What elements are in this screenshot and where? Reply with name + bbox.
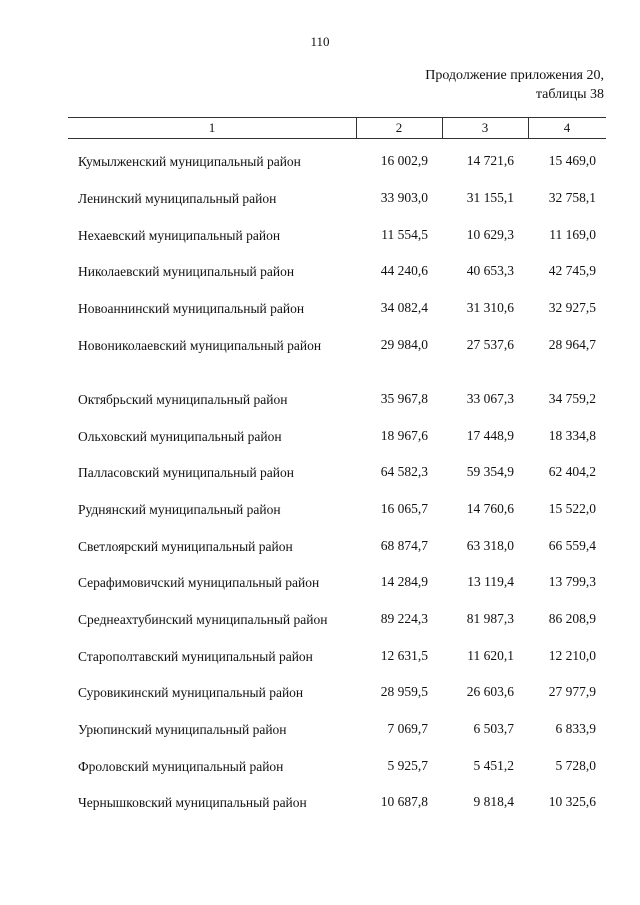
district-name: Ольховский муниципальный район <box>78 429 282 444</box>
value-col-3: 14 760,6 <box>466 501 514 516</box>
district-name: Фроловский муниципальный район <box>78 759 284 774</box>
value-col-3: 6 503,7 <box>473 721 514 736</box>
table-header-row <box>68 117 606 139</box>
value-col-2: 28 959,5 <box>380 684 428 699</box>
value-col-4: 34 759,2 <box>548 391 596 406</box>
value-col-4: 15 522,0 <box>548 501 596 516</box>
value-col-4: 18 334,8 <box>548 428 596 443</box>
value-col-3: 14 721,6 <box>466 153 514 168</box>
header-col-2: 2 <box>395 120 403 135</box>
value-col-4: 11 169,0 <box>549 227 596 242</box>
value-col-3: 63 318,0 <box>466 538 514 553</box>
value-col-3: 81 987,3 <box>466 611 514 626</box>
district-name: Чернышковский муниципальный район <box>78 795 307 810</box>
value-col-4: 86 208,9 <box>548 611 596 626</box>
district-name: Палласовский муниципальный район <box>78 465 294 480</box>
value-col-2: 18 967,6 <box>380 428 428 443</box>
district-name: Николаевский муниципальный район <box>78 264 295 279</box>
data-table <box>68 117 606 810</box>
district-name: Светлоярский муниципальный район <box>78 539 293 554</box>
district-name: Среднеахтубинский муниципальный район <box>78 612 328 627</box>
value-col-3: 9 818,4 <box>473 794 514 809</box>
value-col-4: 28 964,7 <box>548 337 596 352</box>
district-name: Новоаннинский муниципальный район <box>78 301 305 316</box>
value-col-4: 32 758,1 <box>548 190 596 205</box>
district-name: Кумылженский муниципальный район <box>78 154 301 169</box>
value-col-4: 27 977,9 <box>548 684 596 699</box>
value-col-3: 13 119,4 <box>467 574 514 589</box>
value-col-2: 12 631,5 <box>380 648 428 663</box>
page-number: 110 <box>310 34 330 49</box>
value-col-2: 14 284,9 <box>380 574 428 589</box>
value-col-4: 5 728,0 <box>555 758 596 773</box>
value-col-2: 5 925,7 <box>387 758 428 773</box>
district-name: Октябрьский муниципальный район <box>78 392 288 407</box>
header-col-1: 1 <box>208 120 216 135</box>
value-col-3: 33 067,3 <box>466 391 514 406</box>
value-col-2: 10 687,8 <box>380 794 428 809</box>
district-name: Нехаевский муниципальный район <box>78 228 281 243</box>
district-name: Ленинский муниципальный район <box>78 191 277 206</box>
header-col-3: 3 <box>481 120 489 135</box>
value-col-2: 44 240,6 <box>380 263 428 278</box>
value-col-4: 66 559,4 <box>548 538 596 553</box>
value-col-2: 68 874,7 <box>380 538 428 553</box>
caption-line-table: таблицы 38 <box>535 87 604 102</box>
value-col-3: 59 354,9 <box>466 464 514 479</box>
value-col-2: 16 065,7 <box>380 501 428 516</box>
value-col-3: 31 310,6 <box>466 300 514 315</box>
value-col-4: 62 404,2 <box>548 464 596 479</box>
value-col-4: 12 210,0 <box>548 648 596 663</box>
value-col-3: 31 155,1 <box>466 190 514 205</box>
table-caption <box>425 66 604 104</box>
value-col-3: 27 537,6 <box>466 337 514 352</box>
value-col-3: 17 448,9 <box>466 428 514 443</box>
value-col-2: 33 903,0 <box>380 190 428 205</box>
value-col-3: 10 629,3 <box>466 227 514 242</box>
district-name: Новониколаевский муниципальный район <box>78 338 322 353</box>
district-name: Старополтавский муниципальный район <box>78 649 313 664</box>
value-col-4: 15 469,0 <box>548 153 596 168</box>
value-col-4: 6 833,9 <box>555 721 596 736</box>
district-name: Урюпинский муниципальный район <box>78 722 287 737</box>
value-col-2: 34 082,4 <box>380 300 428 315</box>
value-col-2: 29 984,0 <box>380 337 428 352</box>
value-col-3: 40 653,3 <box>466 263 514 278</box>
value-col-4: 32 927,5 <box>548 300 596 315</box>
value-col-2: 89 224,3 <box>380 611 428 626</box>
value-col-4: 13 799,3 <box>548 574 596 589</box>
value-col-2: 16 002,9 <box>380 153 428 168</box>
caption-line-appendix: Продолжение приложения 20, <box>425 68 604 83</box>
value-col-4: 10 325,6 <box>548 794 596 809</box>
value-col-2: 35 967,8 <box>380 391 428 406</box>
district-name: Серафимовичский муниципальный район <box>78 575 320 590</box>
value-col-3: 11 620,1 <box>467 648 514 663</box>
district-name: Суровикинский муниципальный район <box>78 685 304 700</box>
value-col-2: 11 554,5 <box>381 227 428 242</box>
header-col-4: 4 <box>563 120 571 135</box>
district-name: Руднянский муниципальный район <box>78 502 281 517</box>
value-col-2: 64 582,3 <box>380 464 428 479</box>
value-col-3: 26 603,6 <box>466 684 514 699</box>
value-col-4: 42 745,9 <box>548 263 596 278</box>
value-col-2: 7 069,7 <box>387 721 428 736</box>
value-col-3: 5 451,2 <box>473 758 514 773</box>
